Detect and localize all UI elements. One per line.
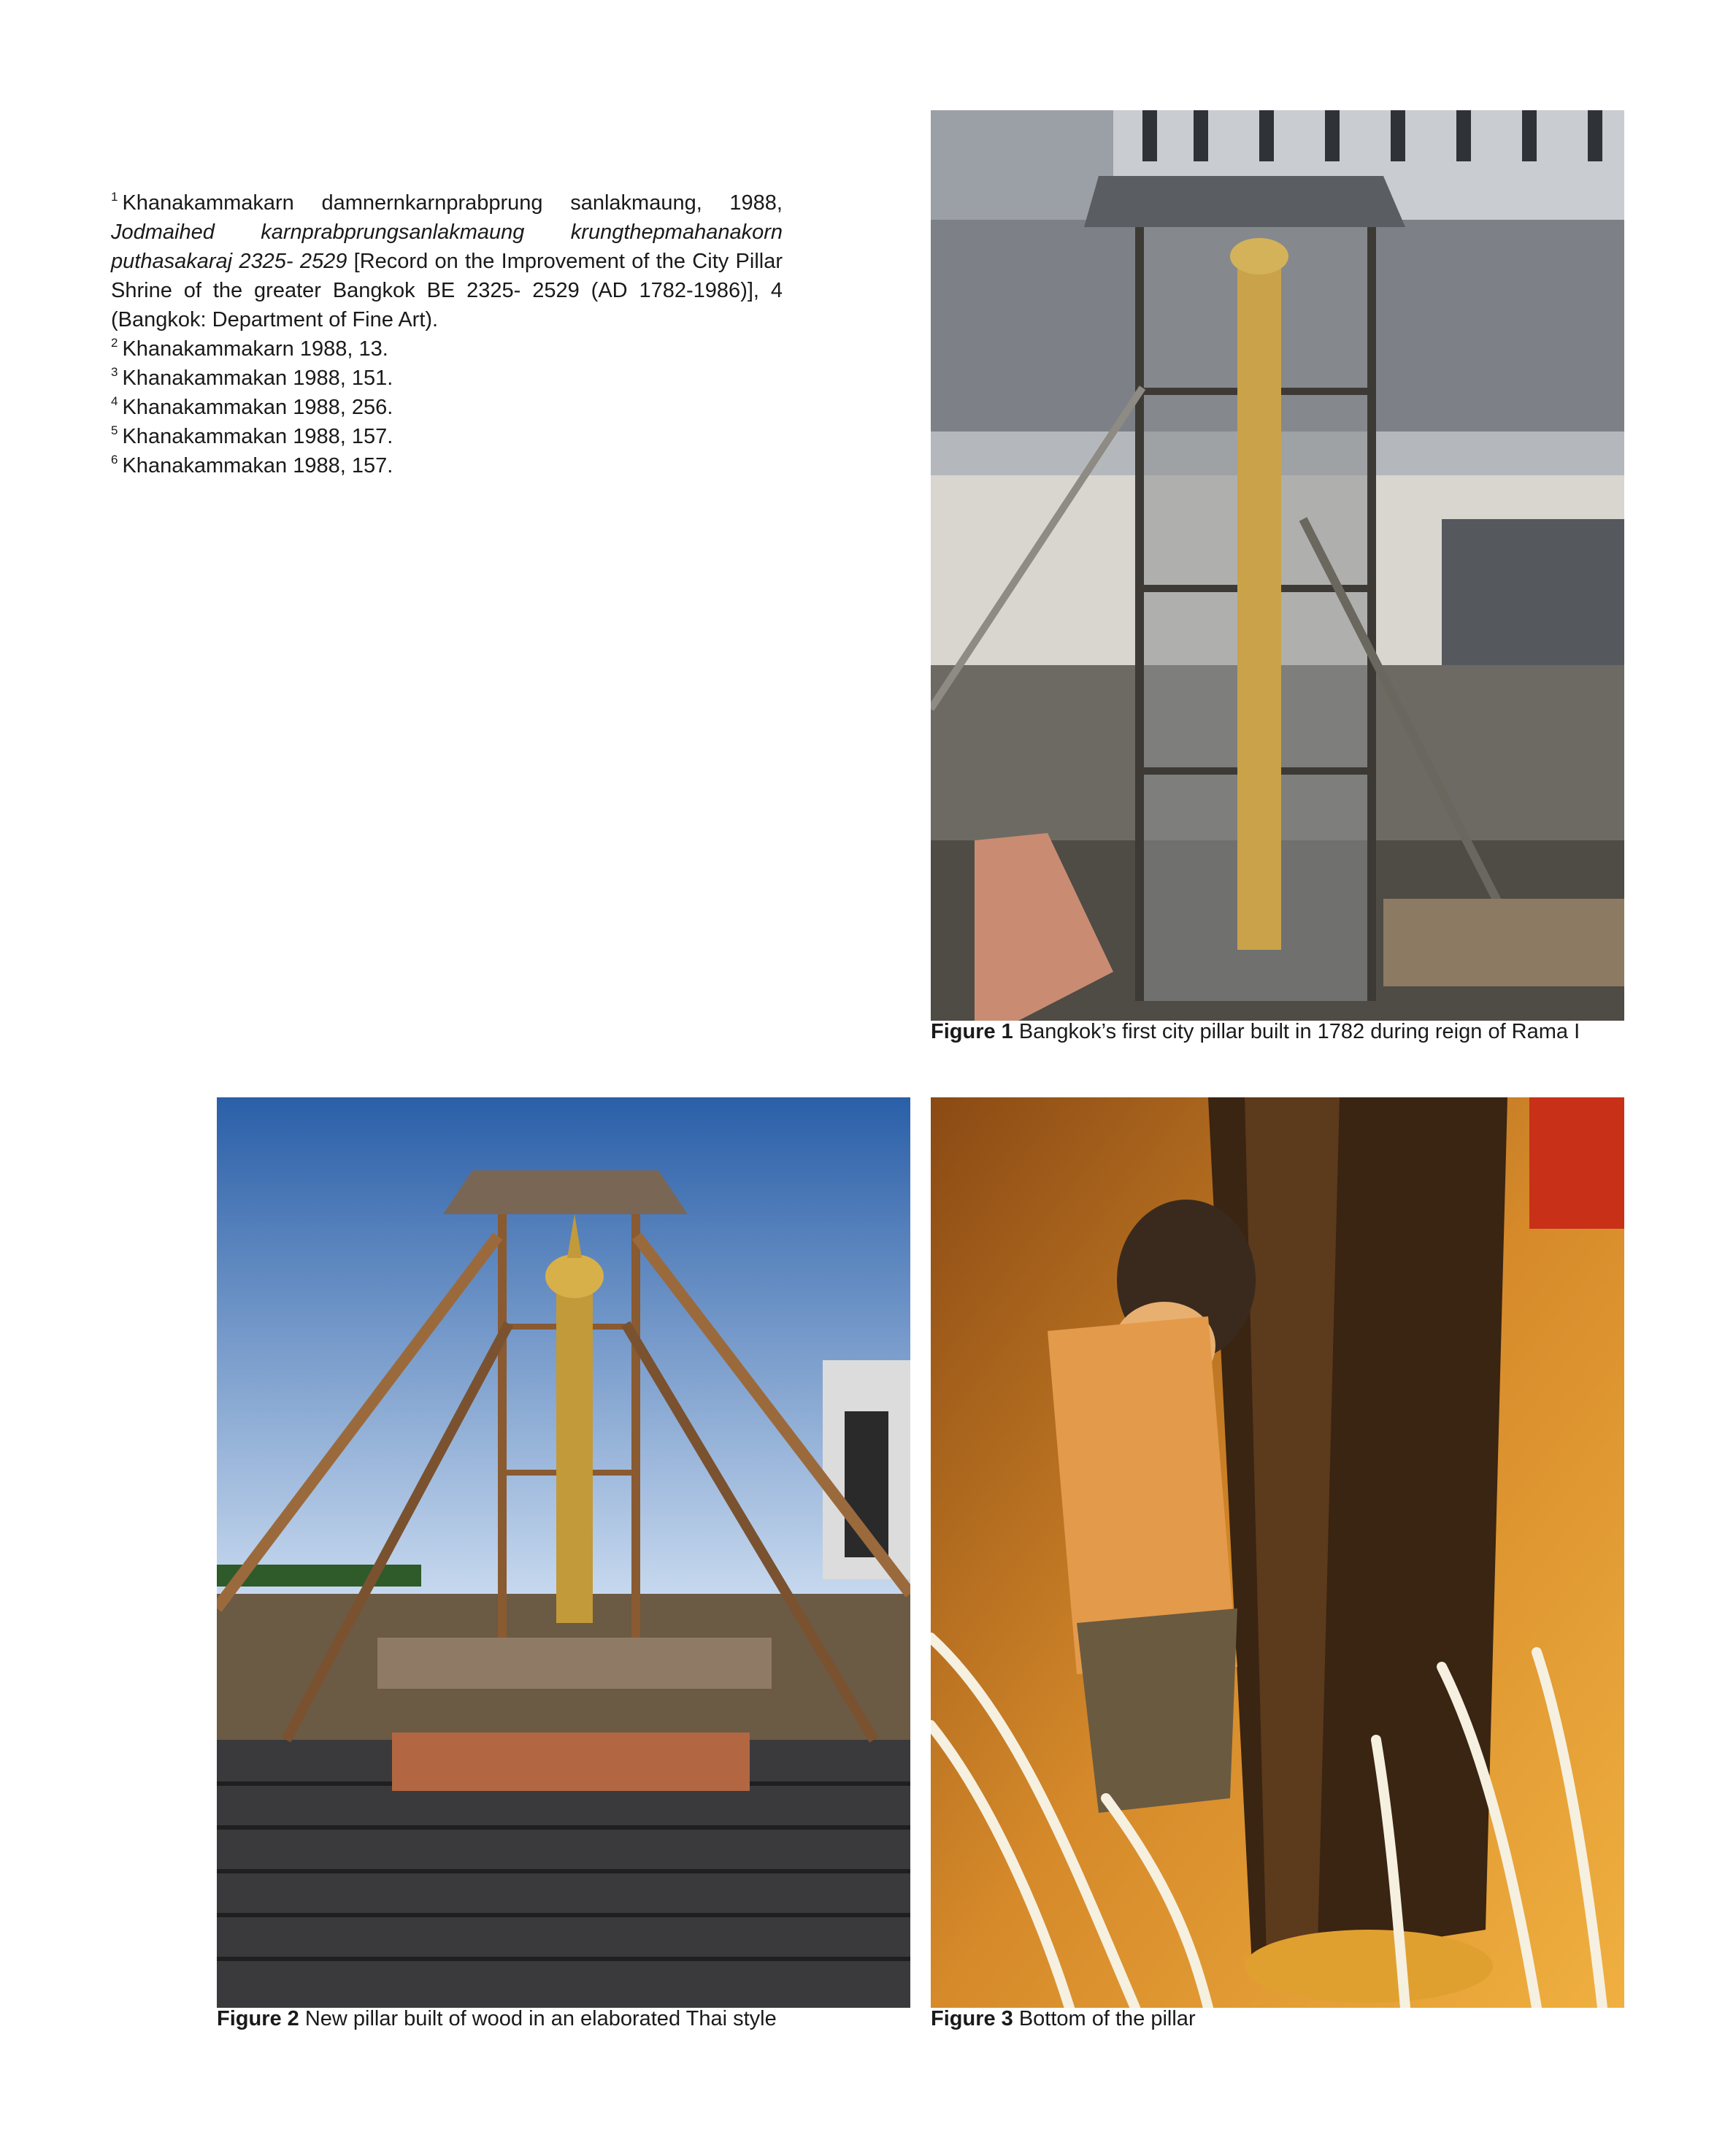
footnote-2: [111, 334, 783, 364]
figure-3-caption: [931, 2004, 1624, 2033]
footnote-5: [111, 422, 783, 451]
figure-1-photo: [931, 110, 1624, 1021]
footnote-text: Khanakammakarn 1988, 13.: [122, 337, 388, 361]
footnote-number: 5: [111, 423, 118, 437]
figure-3-caption-text: Bottom of the pillar: [1018, 2007, 1196, 2030]
footnote-number: 3: [111, 365, 118, 379]
footnote-text: Khanakammakan 1988, 157.: [122, 454, 393, 477]
figure-3-label: Figure 3: [931, 2007, 1013, 2030]
footnote-number: 1: [111, 190, 118, 204]
figure-1-caption-text: Bangkok’s first city pillar built in 1782 during reign of Rama I: [1018, 1020, 1580, 1043]
footnote-text: [Record on the Improvement of the City Pillar Shrine of the greater Bangkok BE 2325- 2529 (AD 1782-1986)], 4 (Bangkok: Department of Fine Art).: [111, 250, 783, 331]
footnote-number: 4: [111, 394, 118, 408]
footnote-text: Khanakammakan 1988, 151.: [122, 367, 393, 390]
footnote-number: 2: [111, 336, 118, 350]
footnote-4: [111, 393, 783, 422]
figure-1-caption: [931, 1017, 1624, 1046]
footnote-number: 6: [111, 453, 118, 467]
figure-1-label: Figure 1: [931, 1020, 1013, 1043]
footnote-text: Khanakammakan 1988, 256.: [122, 396, 393, 419]
figure-2-caption-text: New pillar built of wood in an elaborated Thai style: [304, 2007, 777, 2030]
figure-2-photo: [217, 1097, 910, 2008]
pillar-bottom-excavation-image: [931, 1097, 1624, 2008]
figure-2-caption: [217, 2004, 910, 2033]
new-wooden-pillar-image: [217, 1097, 910, 2008]
footnote-text: Khanakammakarn damnernkarnprabprung sanlakmaung, 1988,: [122, 191, 783, 215]
city-pillar-shrine-image: [931, 110, 1624, 1021]
figure-3-photo: [931, 1097, 1624, 2008]
footnote-text: Khanakammakan 1988, 157.: [122, 425, 393, 448]
footnotes: [111, 188, 783, 480]
footnote-6: [111, 451, 783, 480]
figure-2-label: Figure 2: [217, 2007, 299, 2030]
footnote-3: [111, 364, 783, 393]
footnote-1: [111, 188, 783, 334]
footnote-title-italic: Jodmaihed karnprabprungsanlakmaung krungthepmahanakorn puthasakaraj 2325- 2529: [111, 220, 783, 273]
